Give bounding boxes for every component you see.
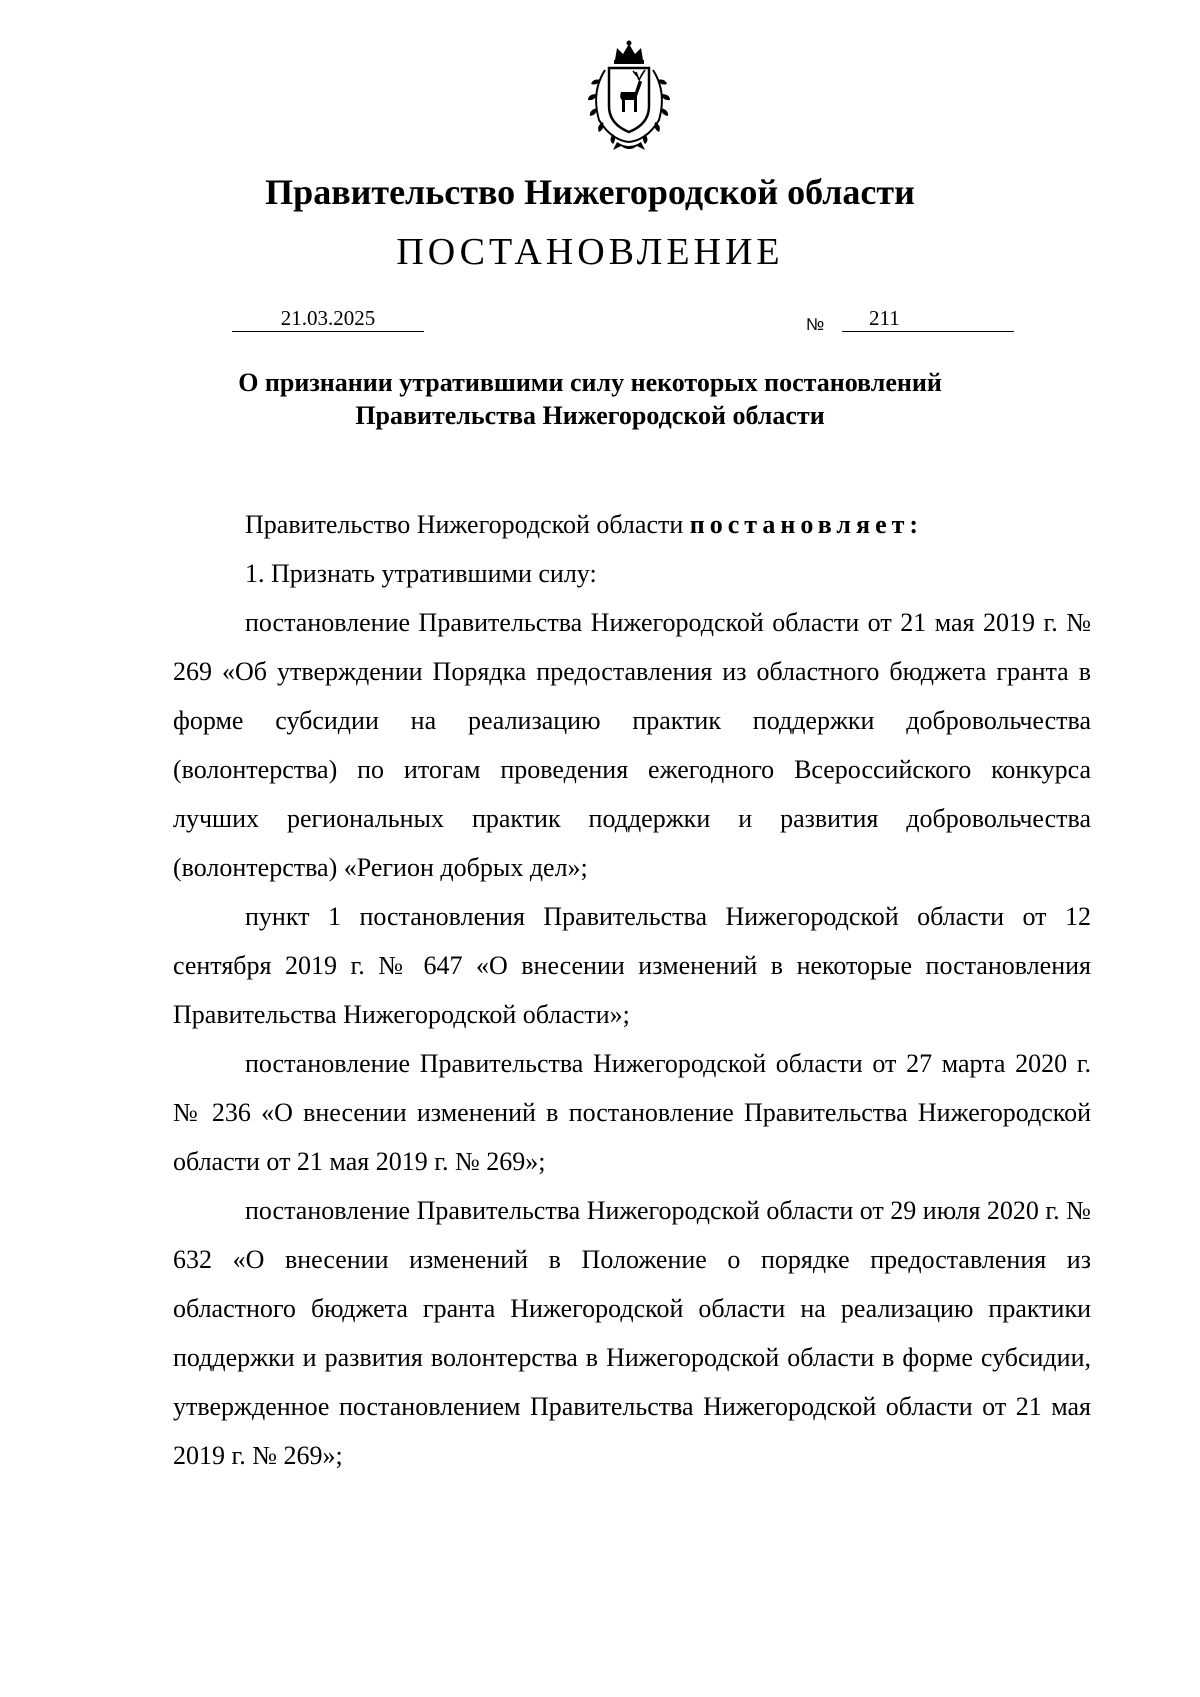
coat-of-arms-emblem bbox=[579, 40, 679, 152]
document-subject bbox=[0, 366, 1180, 432]
government-title: Правительство Нижегородской области bbox=[265, 172, 915, 212]
intro-text: Правительство Нижегородской области bbox=[245, 510, 690, 539]
document-number-field bbox=[842, 305, 1014, 332]
repealed-act-paragraph: постановление Правительства Нижегородской области от 29 июля 2020 г. № 632 «О внесении изменений в Положение о порядке предоставления из областного бюджета гранта Нижегородской области на реализацию практики поддержки и развития волонтерства в Нижегородской области в форме субсидии, утвержденное постановлением Правительства Нижегородской области от 21 мая 2019 г. № 269»; bbox=[173, 1196, 1091, 1470]
document-body bbox=[173, 500, 1091, 1480]
repealed-act-paragraph: постановление Правительства Нижегородской области от 21 мая 2019 г. № 269 «Об утверждении Порядка предоставления из областного бюджета гранта в форме субсидии на реализацию практик поддержки добровольчества (волонтерства) по итогам проведения ежегодного Всероссийского конкурса лучших региональных практик поддержки и развития добровольчества (волонтерства) «Регион добрых дел»; bbox=[173, 608, 1091, 882]
document-number: 211 bbox=[869, 306, 900, 330]
item-1-paragraph: 1. Признать утратившими силу: bbox=[245, 559, 597, 588]
document-type-title: ПОСТАНОВЛЕНИЕ bbox=[396, 231, 784, 273]
decree-word: постановляет: bbox=[689, 510, 924, 539]
repealed-act-paragraph: постановление Правительства Нижегородской области от 27 марта 2020 г. № 236 «О внесении изменений в постановление Правительства Нижегородской области от 21 мая 2019 г. № 269»; bbox=[173, 1049, 1091, 1176]
subject-line-2: Правительства Нижегородской области bbox=[355, 401, 825, 430]
subject-line-1: О признании утратившими силу некоторых постановлений bbox=[238, 368, 942, 397]
number-label: № bbox=[806, 315, 825, 334]
coat-of-arms-icon bbox=[579, 40, 679, 152]
document-date: 21.03.2025 bbox=[232, 305, 424, 332]
repealed-act-paragraph: пункт 1 постановления Правительства Нижегородской области от 12 сентября 2019 г. № 647 «О внесении изменений в некоторые постановления Правительства Нижегородской области»; bbox=[173, 902, 1091, 1029]
intro-paragraph bbox=[173, 500, 1091, 549]
